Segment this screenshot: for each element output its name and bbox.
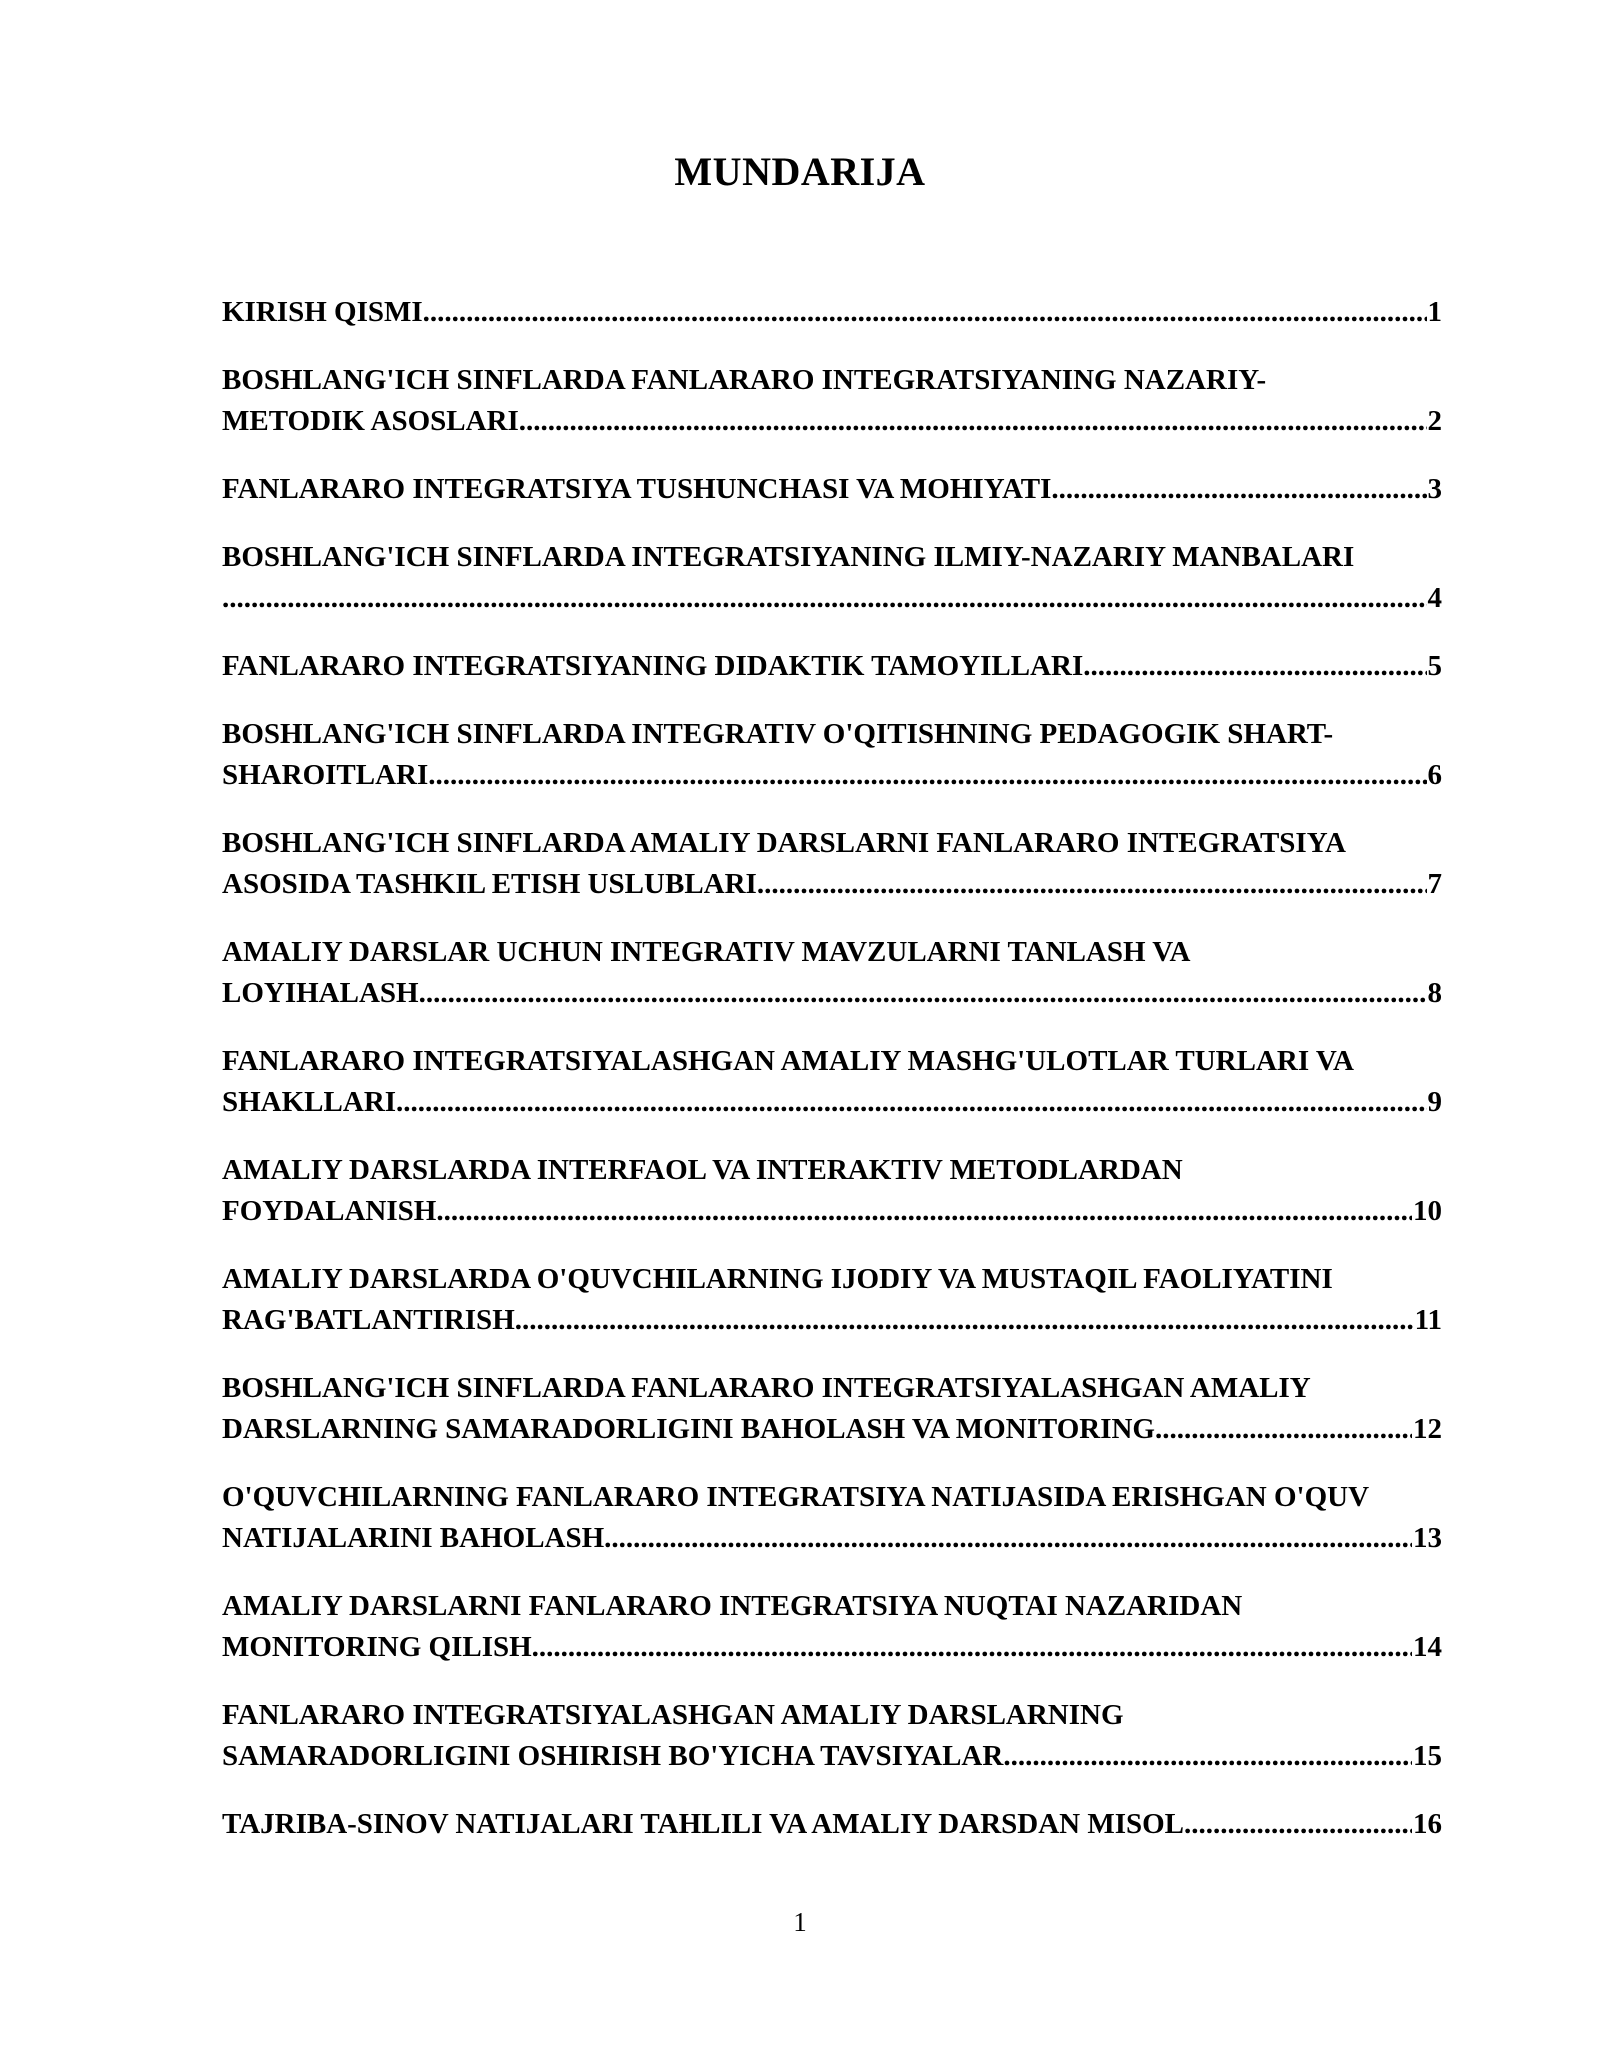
toc-entry-line [222, 1804, 1442, 1845]
toc-entry-title: FANLARARO INTEGRATSIYALASHGAN AMALIY MASHG'ULOTLAR TURLARI VA [222, 1045, 1354, 1077]
toc-entry-page: 15 [1413, 1740, 1442, 1772]
toc-entry-line [222, 1191, 1442, 1232]
toc-entry[interactable] [222, 1368, 1442, 1450]
toc-entry-title: AMALIY DARSLAR UCHUN INTEGRATIV MAVZULARNI TANLASH VA [222, 936, 1191, 968]
toc-entry-line [222, 292, 1442, 333]
toc-entry-page: 2 [1427, 405, 1442, 437]
toc-dot-leader [396, 1082, 1426, 1123]
toc-entry-line [222, 1150, 1442, 1191]
table-of-contents [222, 292, 1442, 1872]
toc-entry[interactable] [222, 292, 1442, 333]
toc-entry-line [222, 1586, 1442, 1627]
toc-dot-leader [1083, 646, 1426, 687]
toc-entry-page: 10 [1413, 1195, 1442, 1227]
toc-entry-page: 7 [1427, 868, 1442, 900]
toc-entry-title: DARSLARNING SAMARADORLIGINI BAHOLASH VA MONITORING [222, 1413, 1155, 1445]
toc-entry-title: MONITORING QILISH [222, 1631, 532, 1663]
toc-entry-line [222, 1368, 1442, 1409]
toc-entry-title: AMALIY DARSLARNI FANLARARO INTEGRATSIYA NUQTAI NAZARIDAN [222, 1590, 1243, 1622]
toc-entry-page: 6 [1427, 759, 1442, 791]
toc-entry-title: AMALIY DARSLARDA INTERFAOL VA INTERAKTIV METODLARDAN [222, 1154, 1183, 1186]
toc-dot-leader [519, 401, 1427, 442]
toc-entry-line [222, 932, 1442, 973]
toc-dot-leader [1155, 1409, 1412, 1450]
toc-entry-line [222, 1041, 1442, 1082]
toc-entry-line [222, 1300, 1442, 1341]
toc-entry-title: BOSHLANG'ICH SINFLARDA FANLARARO INTEGRATSIYANING NAZARIY- [222, 364, 1267, 396]
toc-dot-leader [1051, 469, 1426, 510]
toc-entry-title: SHAKLLARI [222, 1086, 397, 1118]
toc-entry-title: TAJRIBA-SINOV NATIJALARI TAHLILI VA AMALIY DARSDAN MISOL [222, 1808, 1185, 1840]
toc-entry[interactable] [222, 714, 1442, 796]
toc-dot-leader [757, 864, 1427, 905]
toc-dot-leader [532, 1627, 1412, 1668]
toc-entry-page: 3 [1427, 473, 1442, 505]
page-title: MUNDARIJA [674, 149, 926, 194]
toc-entry-title: FANLARARO INTEGRATSIYANING DIDAKTIK TAMOYILLARI [222, 650, 1084, 682]
toc-entry-line [222, 578, 1442, 619]
toc-entry-page: 13 [1413, 1522, 1442, 1554]
toc-entry-title: METODIK ASOSLARI [222, 405, 519, 437]
toc-entry-line [222, 864, 1442, 905]
page-number: 1 [793, 1907, 807, 1937]
toc-entry-line [222, 537, 1442, 578]
toc-entry-page: 5 [1427, 650, 1442, 682]
toc-entry-line [222, 401, 1442, 442]
toc-entry[interactable] [222, 1695, 1442, 1777]
toc-entry-title: ASOSIDA TASHKIL ETISH USLUBLARI [222, 868, 757, 900]
toc-entry-title: BOSHLANG'ICH SINFLARDA INTEGRATIV O'QITISHNING PEDAGOGIK SHART- [222, 718, 1334, 750]
toc-entry-title: FOYDALANISH [222, 1195, 437, 1227]
toc-dot-leader [1184, 1804, 1412, 1845]
toc-entry-page: 8 [1427, 977, 1442, 1009]
toc-entry-line [222, 360, 1442, 401]
toc-entry-page: 12 [1413, 1413, 1442, 1445]
toc-entry-line [222, 1082, 1442, 1123]
toc-entry[interactable] [222, 1477, 1442, 1559]
toc-entry-page: 9 [1427, 1086, 1442, 1118]
toc-entry-line [222, 1736, 1442, 1777]
toc-entry-line [222, 1259, 1442, 1300]
toc-entry-title: AMALIY DARSLARDA O'QUVCHILARNING IJODIY VA MUSTAQIL FAOLIYATINI [222, 1263, 1333, 1295]
toc-entry-title: SAMARADORLIGINI OSHIRISH BO'YICHA TAVSIYALAR [222, 1740, 1004, 1772]
toc-entry-title: BOSHLANG'ICH SINFLARDA AMALIY DARSLARNI FANLARARO INTEGRATSIYA [222, 827, 1346, 859]
toc-entry[interactable] [222, 646, 1442, 687]
toc-entry-page: 4 [1427, 582, 1442, 614]
toc-entry-title: LOYIHALASH [222, 977, 419, 1009]
toc-entry-title: FANLARARO INTEGRATSIYALASHGAN AMALIY DARSLARNING [222, 1699, 1124, 1731]
toc-entry-title: FANLARARO INTEGRATSIYA TUSHUNCHASI VA MOHIYATI [222, 473, 1052, 505]
toc-entry-line [222, 755, 1442, 796]
toc-entry-line [222, 1627, 1442, 1668]
toc-dot-leader [515, 1300, 1414, 1341]
toc-dot-leader [419, 973, 1427, 1014]
toc-entry[interactable] [222, 469, 1442, 510]
toc-entry-line [222, 646, 1442, 687]
toc-entry[interactable] [222, 1150, 1442, 1232]
toc-entry-line [222, 1518, 1442, 1559]
toc-entry-page: 11 [1414, 1304, 1442, 1336]
toc-entry[interactable] [222, 360, 1442, 442]
toc-entry[interactable] [222, 1041, 1442, 1123]
toc-entry-line [222, 1695, 1442, 1736]
toc-entry-title: O'QUVCHILARNING FANLARARO INTEGRATSIYA NATIJASIDA ERISHGAN O'QUV [222, 1481, 1370, 1513]
toc-entry-title: BOSHLANG'ICH SINFLARDA FANLARARO INTEGRATSIYALASHGAN AMALIY [222, 1372, 1311, 1404]
toc-dot-leader [436, 1191, 1412, 1232]
toc-entry[interactable] [222, 1586, 1442, 1668]
toc-entry-line [222, 1409, 1442, 1450]
toc-entry-line [222, 469, 1442, 510]
toc-entry[interactable] [222, 823, 1442, 905]
toc-entry-line [222, 973, 1442, 1014]
toc-entry-title: NATIJALARINI BAHOLASH [222, 1522, 605, 1554]
toc-entry-page: 16 [1413, 1808, 1442, 1840]
toc-entry[interactable] [222, 1259, 1442, 1341]
toc-entry-title: BOSHLANG'ICH SINFLARDA INTEGRATSIYANING ILMIY-NAZARIY MANBALARI [222, 541, 1355, 573]
toc-dot-leader [604, 1518, 1412, 1559]
toc-entry[interactable] [222, 1804, 1442, 1845]
toc-entry-title: KIRISH QISMI [222, 296, 423, 328]
toc-dot-leader [1003, 1736, 1412, 1777]
toc-entry-line [222, 823, 1442, 864]
toc-entry[interactable] [222, 932, 1442, 1014]
toc-entry-line [222, 714, 1442, 755]
toc-entry-title: RAG'BATLANTIRISH [222, 1304, 515, 1336]
toc-entry-line [222, 1477, 1442, 1518]
toc-dot-leader [222, 578, 1427, 619]
toc-dot-leader [423, 292, 1427, 333]
toc-entry[interactable] [222, 537, 1442, 619]
toc-entry-page: 14 [1413, 1631, 1442, 1663]
toc-entry-title: SHAROITLARI [222, 759, 429, 791]
toc-dot-leader [428, 755, 1426, 796]
toc-entry-page: 1 [1427, 296, 1442, 328]
